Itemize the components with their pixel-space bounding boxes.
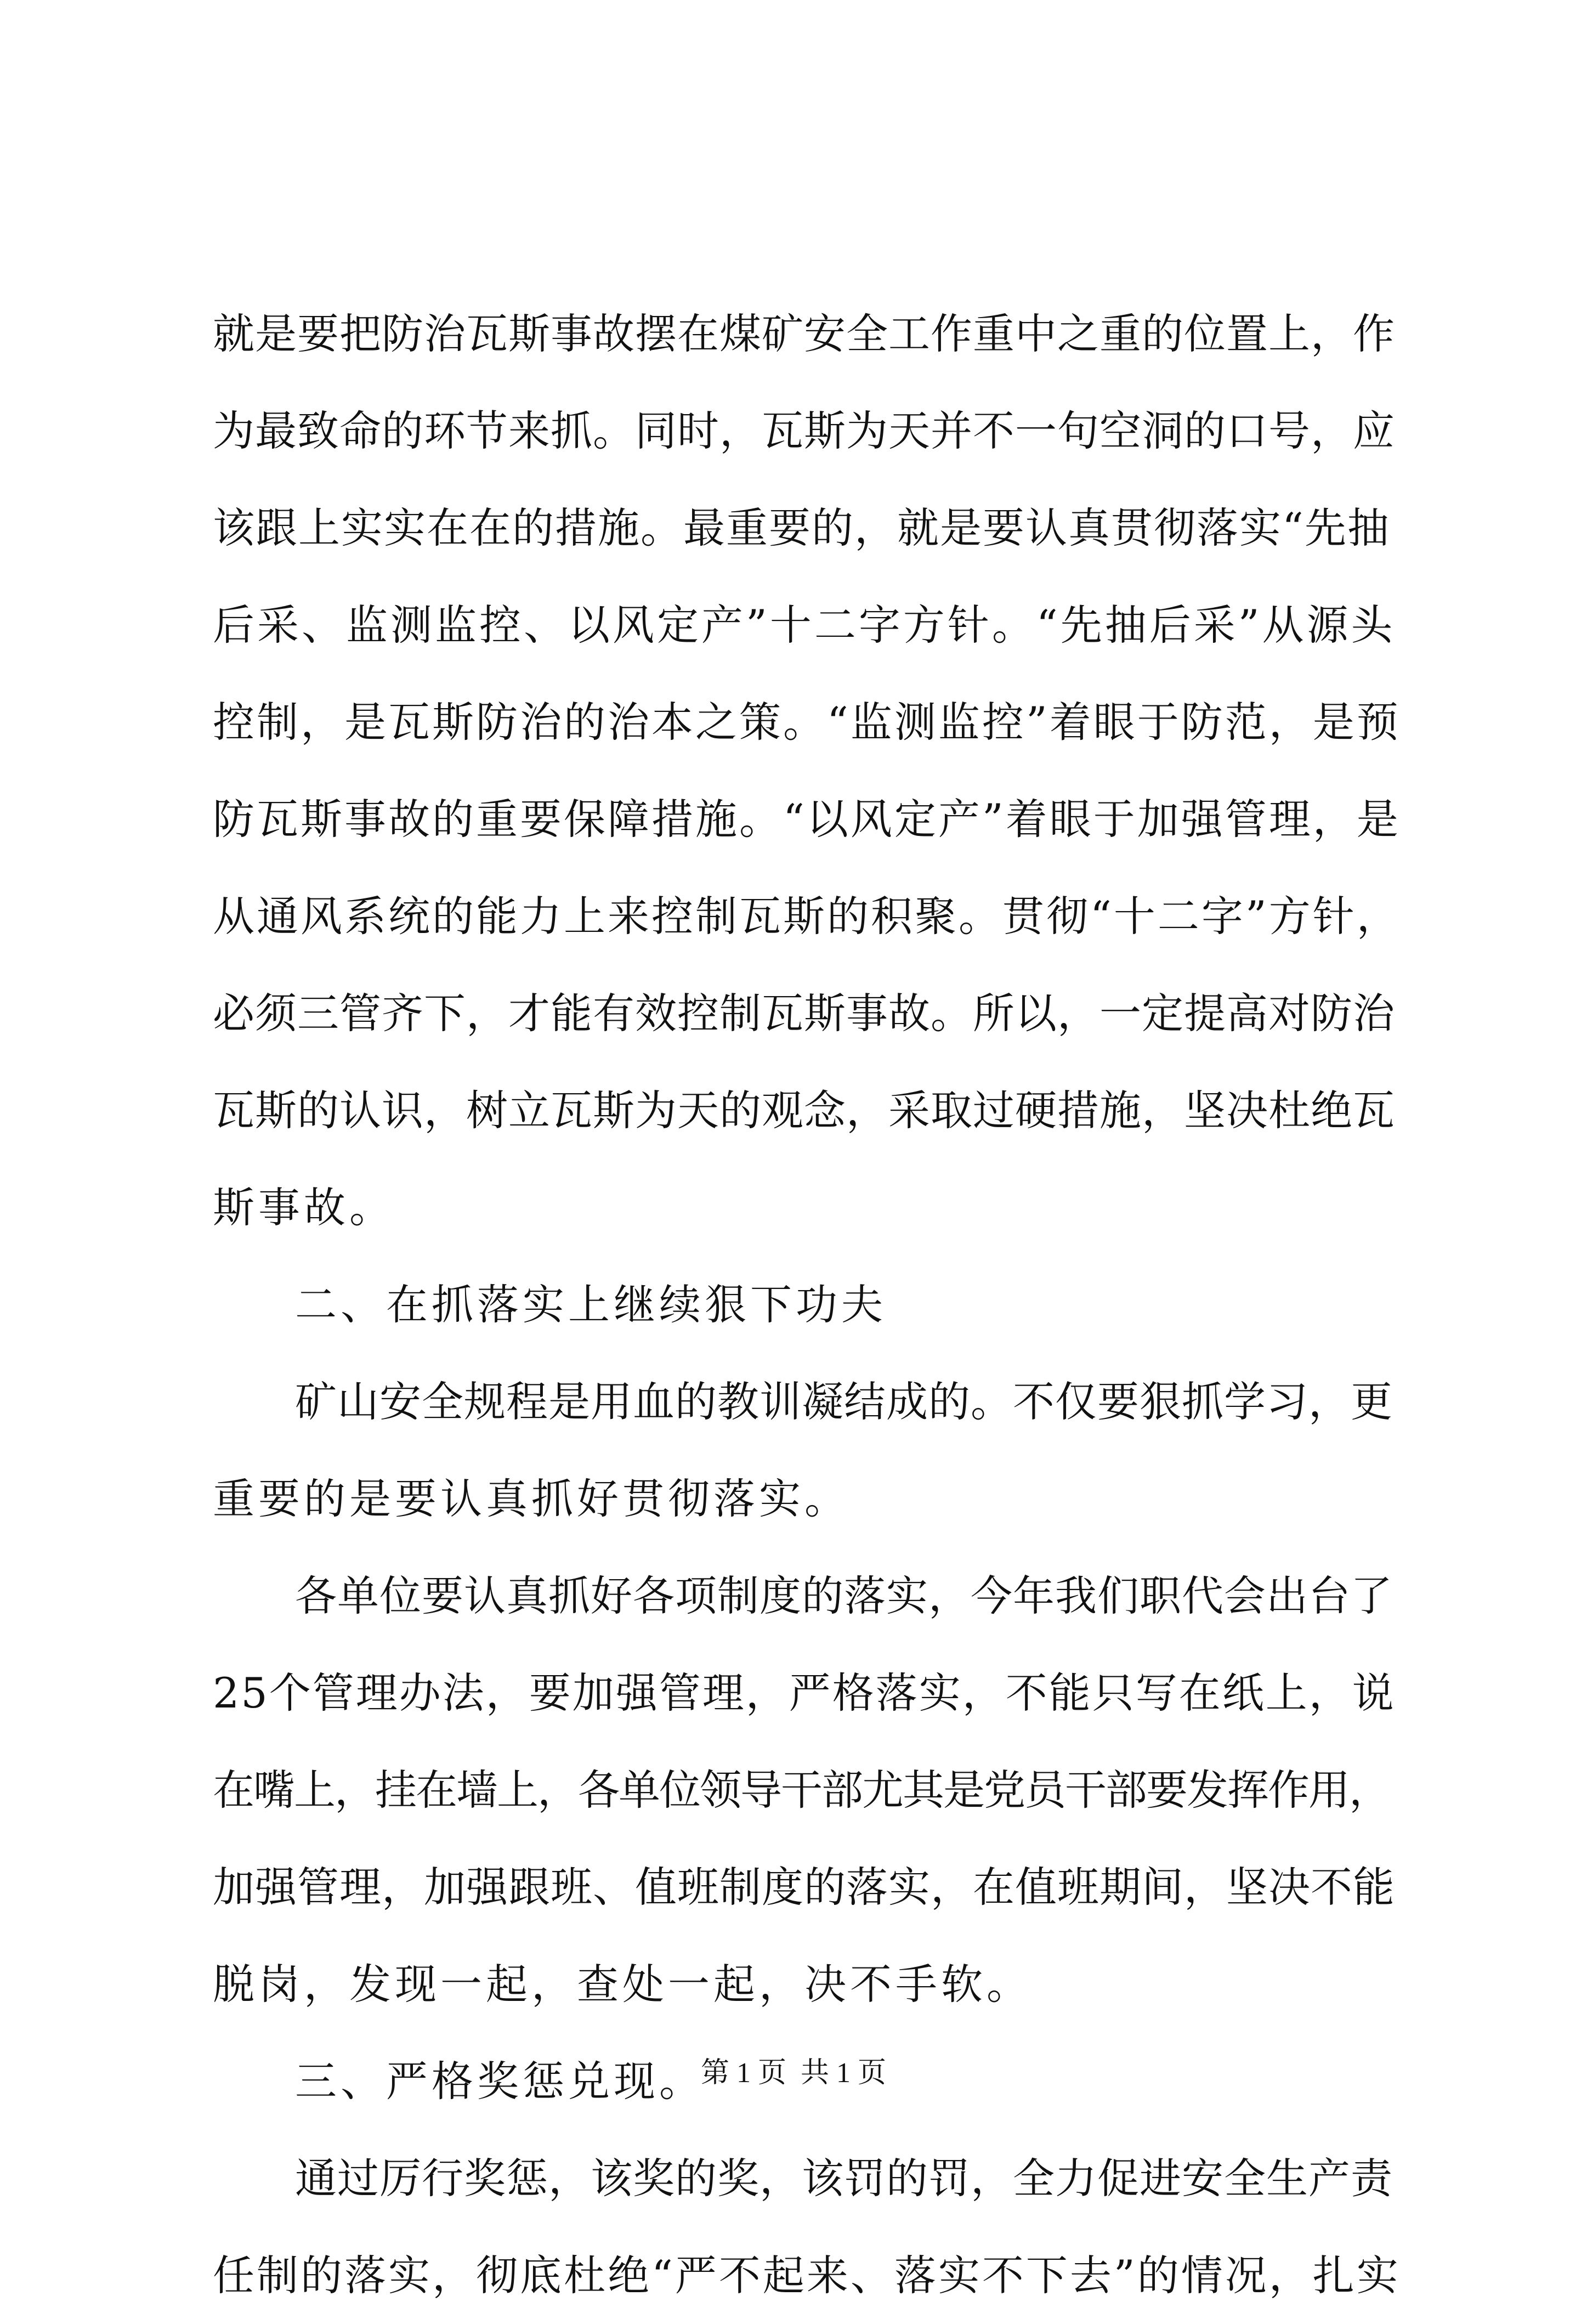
text-line: 瓦斯的认识，树立瓦斯为天的观念，采取过硬措施，坚决杜绝瓦 xyxy=(213,1086,1395,1135)
text-line: 通过厉行奖惩，该奖的奖，该罚的罚，全力促进安全生产责 xyxy=(295,2154,1393,2203)
text-line: 后采、监测监控、以风定产”十二字方针。“先抽后采”从源头 xyxy=(213,601,1396,649)
section-heading: 二、在抓落实上继续狠下功夫 xyxy=(295,1280,887,1329)
text-line: 斯事故。 xyxy=(213,1183,395,1232)
text-line: 在嘴上，挂在墙上，各单位领导干部尤其是党员干部要发挥作用， xyxy=(213,1766,1390,1814)
text-line: 各单位要认真抓好各项制度的落实，今年我们职代会出台了 xyxy=(295,1571,1393,1620)
text-line: 必须三管齐下，才能有效控制瓦斯事故。所以，一定提高对防治 xyxy=(213,989,1395,1038)
text-line: 控制，是瓦斯防治的治本之策。“监测监控”着眼于防范，是预 xyxy=(213,698,1401,747)
page-footer xyxy=(0,2054,1587,2093)
text-line: 25个管理办法，要加强管理，严格落实，不能只写在纸上，说 xyxy=(213,1669,1396,1717)
text-line: 该跟上实实在在的措施。最重要的，就是要认真贯彻落实“先抽 xyxy=(213,504,1390,552)
document-body xyxy=(213,285,1403,2324)
text-line: 加强管理，加强跟班、值班制度的落实，在值班期间，坚决不能 xyxy=(213,1863,1395,1912)
text-line: 就是要把防治瓦斯事故摆在煤矿安全工作重中之重的位置上，作 xyxy=(213,309,1395,358)
section-heading: 三、严格奖惩兑现。 xyxy=(295,2057,705,2106)
text-line: 重要的是要认真抓好贯彻落实。 xyxy=(213,1474,850,1523)
text-line: 防瓦斯事故的重要保障措施。“以风定产”着眼于加强管理，是 xyxy=(213,795,1401,844)
text-line: 为最致命的环节来抓。同时，瓦斯为天并不一句空洞的口号，应 xyxy=(213,406,1395,455)
text-line: 脱岗，发现一起，查处一起，决不手软。 xyxy=(213,1960,1032,2009)
text-line: 矿山安全规程是用血的教训凝结成的。不仅要狠抓学习，更 xyxy=(295,1377,1393,1426)
text-line: 任制的落实，彻底杜绝“严不起来、落实不下去”的情况，扎实 xyxy=(213,2251,1401,2300)
page-total: 共 1 页 xyxy=(801,2057,887,2089)
page-number: 第 1 页 xyxy=(700,2057,786,2089)
text-line: 从通风系统的能力上来控制瓦斯的积聚。贯彻“十二字”方针， xyxy=(213,892,1401,941)
